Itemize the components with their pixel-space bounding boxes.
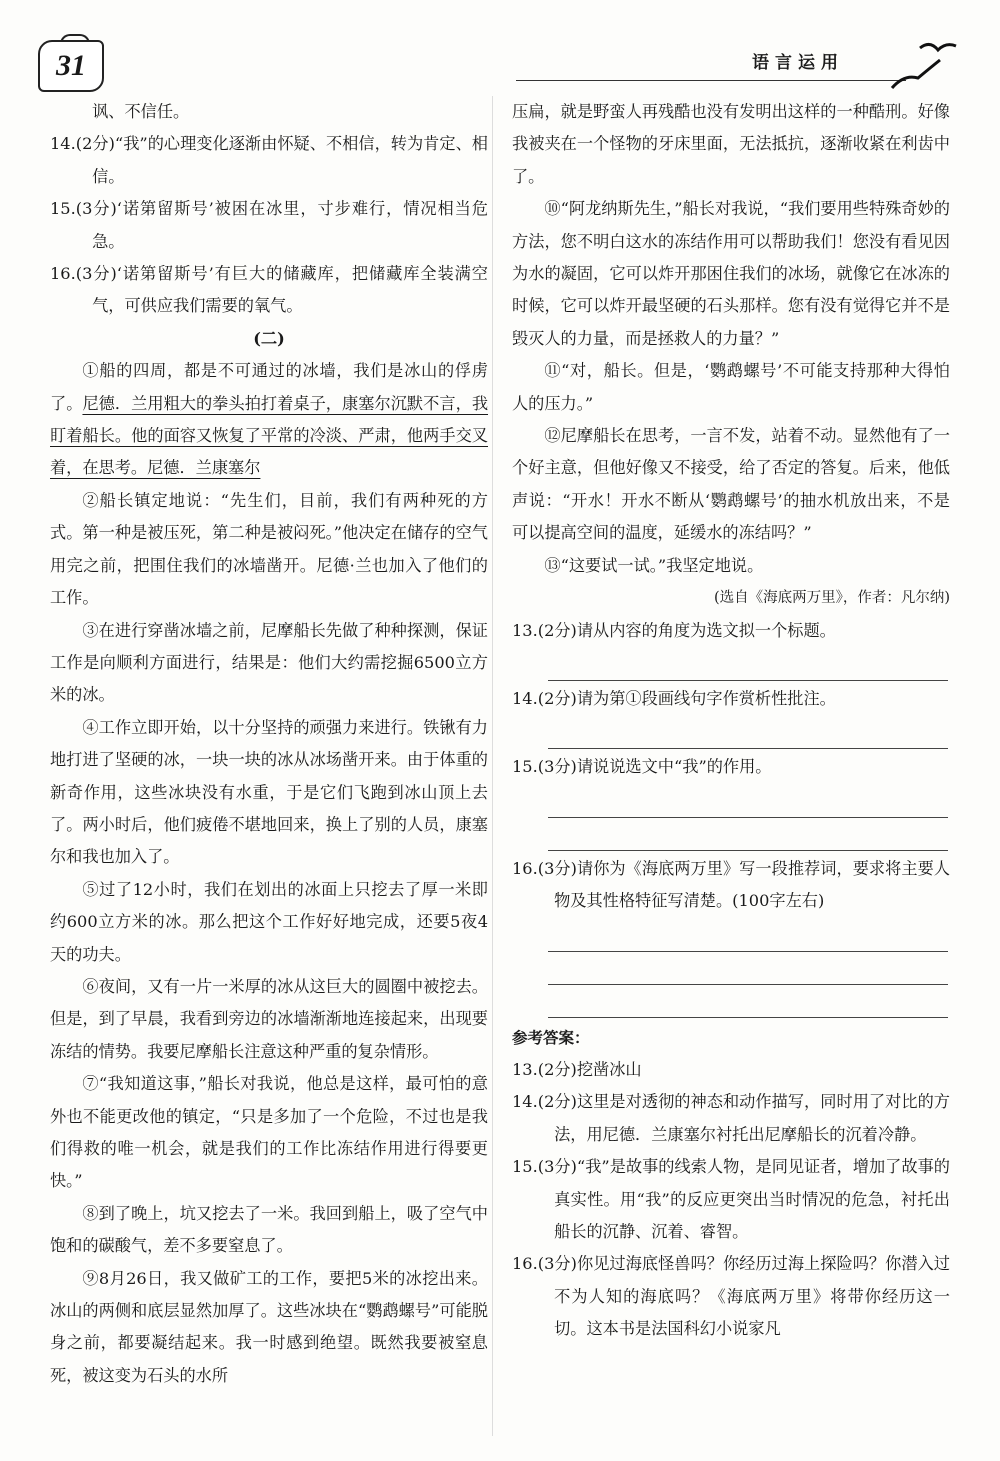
answer-line[interactable] xyxy=(548,985,948,1018)
answer-15: 15.(3分)“我”是故事的线索人物，是同见证者，增加了故事的真实性。用“我”的反应更突出当时情况的危急，衬托出船长的沉静、沉着、睿智。 xyxy=(512,1157,950,1241)
question-13: 13.(2分)请从内容的角度为选文拟一个标题。 xyxy=(512,620,836,640)
paragraph-1: ①船的四周，都是不可通过的冰墙，我们是冰山的俘虏了。尼德．兰用粗大的拳头拍打着桌子，康塞尔沉默不言，我盯着船长。他的面容又恢复了平常的冷淡、严肃，他两手交叉着，在思考。尼德．兰康塞尔 xyxy=(50,361,489,478)
paragraph-12: ⑫尼摩船长在思考，一言不发，站着不动。显然他有了一个好主意，但他好像又不接受，给了否定的答复。后来，他低声说：“开水！开水不断从‘鹦鹉螺号’的抽水机放出来，不是可以提高空间的温度，延缓水的冻结吗？” xyxy=(512,426,950,543)
answer-14: 14.(2分)这里是对透彻的神态和动作描写，同时用了对比的方法，用尼德．兰康塞尔衬托出尼摩船长的沉着冷静。 xyxy=(512,1092,950,1144)
question-15: 15.(3分)请说说选文中“我”的作用。 xyxy=(512,757,772,777)
paragraph-7: ⑦“我知道这事，”船长对我说，他总是这样，最可怕的意外也不能更改他的镇定，“只是多加了一个危险，不过也是我们得救的唯一机会，就是我们的工作比冻结作用进行得要更快。” xyxy=(50,1074,488,1191)
paragraph-9-continued: 压扁，就是野蛮人再残酷也没有发明出这样的一种酷刑。好像我被夹在一个怪物的牙床里面，无法抵抗，逐渐收紧在利齿中了。 xyxy=(512,102,950,186)
prev-answer-15: 15.(3分)‘诺第留斯号’被困在冰里，寸步难行，情况相当危急。 xyxy=(50,199,488,251)
paragraph-9: ⑨8月26日，我又做矿工的工作，要把5米的冰挖出来。冰山的两侧和底层显然加厚了。这些冰块在“鹦鹉螺号”可能脱身之前，都要凝结起来。我一时感到绝望。既然我要被窒息死，被这变为石头的水所 xyxy=(50,1268,488,1385)
right-column xyxy=(512,96,950,1346)
left-column xyxy=(50,96,488,1392)
prev-answer-14: 14.(2分)“我”的心理变化逐渐由怀疑、不相信，转为肯定、相信。 xyxy=(50,134,488,186)
paragraph-11: ⑪“对，船长。但是，‘鹦鹉螺号’不可能支持那种大得怕人的压力。” xyxy=(512,361,950,413)
answer-line[interactable] xyxy=(548,818,948,851)
paragraph-2: ②船长镇定地说：“先生们，目前，我们有两种死的方式。第一种是被压死，第二种是被闷死。”他决定在储存的空气用完之前，把围住我们的冰墙凿开。尼德·兰也加入了他们的工作。 xyxy=(50,490,488,608)
question-16: 16.(3分)请你为《海底两万里》写一段推荐词，要求将主要人物及其性格特征写清楚。(100字左右) xyxy=(512,858,950,911)
question-14: 14.(2分)请为第①段画线句字作赏析性批注。 xyxy=(512,688,836,708)
section-title: 语言运用 xyxy=(752,53,844,73)
answer-13: 13.(2分)挖凿冰山 xyxy=(512,1059,642,1079)
continued-line: 讽、不信任。 xyxy=(92,102,190,121)
column-divider xyxy=(492,96,493,1436)
answer-line[interactable] xyxy=(548,952,948,985)
paragraph-13: ⑬“这要试一试。”我坚定地说。 xyxy=(544,555,764,575)
paragraph-8: ⑧到了晚上，坑又挖去了一米。我回到船上，吸了空气中饱和的碳酸气，差不多要窒息了。 xyxy=(50,1203,488,1256)
underlined-sentence: 尼德．兰用粗大的拳头拍打着桌子，康塞尔沉默不言，我盯着船长。他的面容又恢复了平常的冷淡、严肃，他两手交叉着，在思考。尼德．兰康塞尔 xyxy=(50,393,489,478)
page-header xyxy=(0,0,1000,100)
answer-16: 16.(3分)你见过海底怪兽吗？你经历过海上探险吗？你潜入过不为人知的海底吗？《海底两万里》将带你经历这一切。这本书是法国科幻小说家凡 xyxy=(512,1254,950,1339)
answer-line[interactable] xyxy=(548,647,948,681)
answer-line[interactable] xyxy=(548,715,948,749)
paragraph-3: ③在进行穿凿冰墙之前，尼摩船长先做了种种探测，保证工作是向顺利方面进行，结果是：他们大约需挖掘6500立方米的冰。 xyxy=(50,620,488,705)
paragraph-10: ⑩“阿龙纳斯先生，”船长对我说，“我们要用些特殊奇妙的方法，您不明白这水的冻结作用可以帮助我们！您没有看见因为水的凝固，它可以炸开那困住我们的冰场，就像它在冰冻的时候，它可以炸开最坚硬的石头那样。您有没有觉得它并不是毁灭人的力量，而是拯救人的力量？” xyxy=(512,199,950,348)
answer-line[interactable] xyxy=(548,918,948,952)
page-number: 31 xyxy=(38,40,104,92)
reference-heading: 参考答案： xyxy=(512,1028,590,1047)
paragraph-6: ⑥夜间，又有一片一米厚的冰从这巨大的圆圈中被挖去。但是，到了早晨，我看到旁边的冰墙渐渐地连接起来，出现要冻结的情势。我要尼摩船长注意这种严重的复杂情形。 xyxy=(50,976,488,1061)
answer-line[interactable] xyxy=(548,784,948,818)
birds-icon xyxy=(890,38,970,92)
paragraph-5: ⑤过了12小时，我们在划出的冰面上只挖去了厚一米即约600立方米的冰。那么把这个工作好好地完成，还要5夜4天的功夫。 xyxy=(50,879,488,964)
prev-answer-16: 16.(3分)‘诺第留斯号’有巨大的储藏库，把储藏库全装满空气，可供应我们需要的氧气。 xyxy=(50,264,488,316)
section-heading: (二) xyxy=(253,328,285,348)
header-rule xyxy=(516,80,906,81)
paragraph-4: ④工作立即开始，以十分坚持的顽强力来进行。铁锹有力地打进了坚硬的冰，一块一块的冰从冰场凿开来。由于体重的新奇作用，这些冰块没有水重，于是它们飞跑到冰山顶上去了。两小时后，他们疲倦不堪地回来，换上了别的人员，康塞尔和我也加入了。 xyxy=(50,717,488,867)
source-citation: (选自《海底两万里》，作者：凡尔纳) xyxy=(713,590,950,607)
